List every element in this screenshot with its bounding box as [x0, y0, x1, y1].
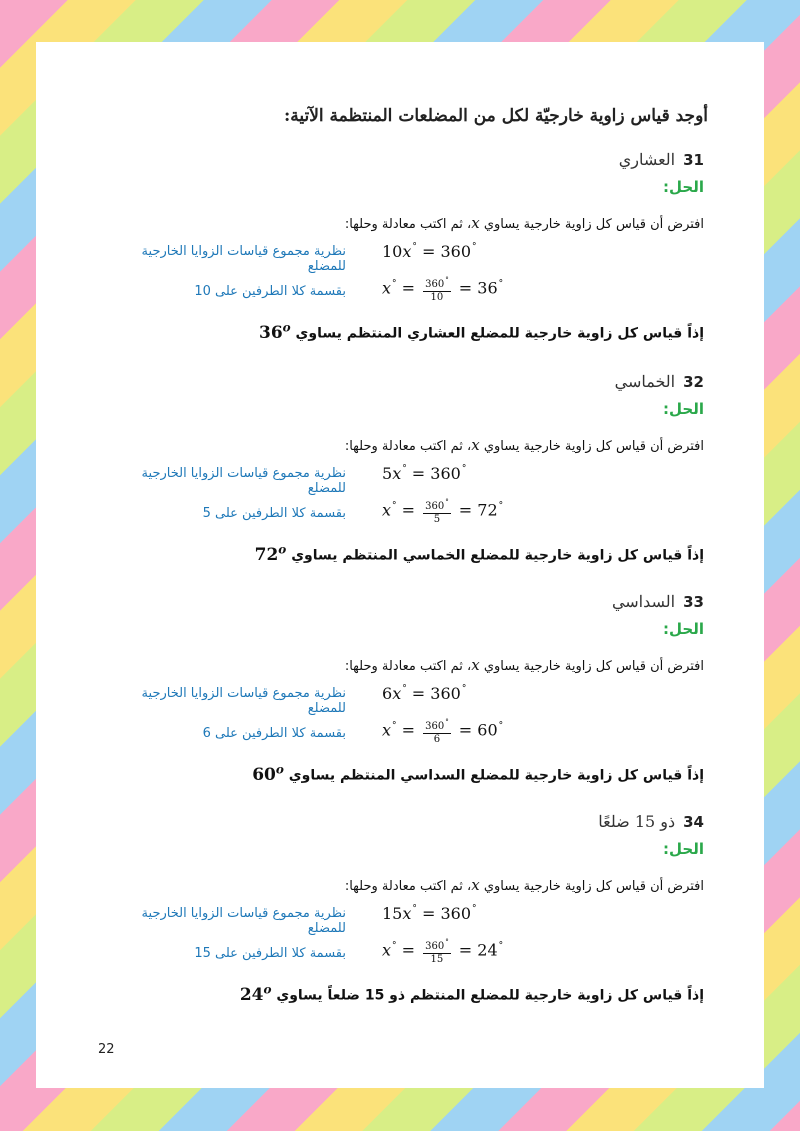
exercise-heading: أوجد قياس زاوية خارجيّة لكل من المضلعات المنتظمة الآتية:: [283, 106, 708, 126]
problem-33: [36, 592, 764, 812]
polygon-name: الخماسي: [614, 372, 676, 391]
page-content: [36, 42, 764, 1088]
problem-title: [598, 812, 704, 831]
equation-sum: 6x° = 360°: [382, 684, 467, 703]
equation-sum: 5x° = 360°: [382, 464, 467, 483]
divide-note: بقسمة كلا الطرفين على 10: [194, 284, 346, 299]
problem-number: 34: [683, 813, 704, 831]
equation-solve: x° = $\frac{360^\circ}{15}$ = 24°: [382, 938, 504, 965]
conclusion: إذاً قياس كل زاوية خارجية للمضلع السداسي المنتظم يساوي 60$^o$: [252, 762, 704, 785]
equation-sum: 10x° = 360°: [382, 242, 477, 261]
problem-title: [619, 150, 704, 169]
problem-34: [36, 812, 764, 1032]
polygon-name: السداسي: [611, 592, 676, 611]
theorem-note: نظرية مجموع قياسات الزوايا الخارجية للمضلع: [141, 466, 346, 496]
page-number: 22: [98, 1042, 115, 1057]
fraction: $\frac{360^\circ}{5}$: [425, 498, 449, 525]
solution-label: الحل:: [663, 400, 704, 418]
solution-label: الحل:: [663, 620, 704, 638]
equation-solve: x° = $\frac{360^\circ}{6}$ = 60°: [382, 718, 504, 745]
solution-label: الحل:: [663, 178, 704, 196]
conclusion: إذاً قياس كل زاوية خارجية للمضلع المنتظم ذو 15 ضلعاً يساوي 24$^o$: [239, 982, 704, 1005]
equation-solve: x° = $\frac{360^\circ}{10}$ = 36°: [382, 276, 504, 303]
equation-solve: x° = $\frac{360^\circ}{5}$ = 72°: [382, 498, 504, 525]
divide-note: بقسمة كلا الطرفين على 6: [202, 726, 346, 741]
fraction: $\frac{360^\circ}{15}$: [425, 938, 449, 965]
problem-title: [615, 372, 704, 391]
problem-32: [36, 372, 764, 592]
solution-label: الحل:: [663, 840, 704, 858]
polygon-name: ذو 15 ضلعًا: [598, 812, 676, 831]
assumption-text: افترض أن قياس كل زاوية خارجية يساوي x، ثم اكتب معادلة وحلها:: [344, 656, 704, 674]
divide-note: بقسمة كلا الطرفين على 5: [202, 506, 346, 521]
theorem-note: نظرية مجموع قياسات الزوايا الخارجية للمضلع: [141, 686, 346, 716]
assumption-text: افترض أن قياس كل زاوية خارجية يساوي x، ثم اكتب معادلة وحلها:: [344, 436, 704, 454]
worksheet-page: [36, 42, 764, 1088]
equation-sum: 15x° = 360°: [382, 904, 477, 923]
polygon-name: العشاري: [618, 150, 676, 169]
conclusion: إذاً قياس كل زاوية خارجية للمضلع العشاري المنتظم يساوي 36$^o$: [258, 320, 704, 343]
assumption-text: افترض أن قياس كل زاوية خارجية يساوي x، ثم اكتب معادلة وحلها:: [344, 876, 704, 894]
divide-note: بقسمة كلا الطرفين على 15: [194, 946, 346, 961]
problem-number: 31: [683, 151, 704, 169]
theorem-note: نظرية مجموع قياسات الزوايا الخارجية للمضلع: [141, 244, 346, 274]
fraction: $\frac{360^\circ}{10}$: [425, 276, 449, 303]
fraction: $\frac{360^\circ}{6}$: [425, 718, 449, 745]
assumption-text: افترض أن قياس كل زاوية خارجية يساوي x، ثم اكتب معادلة وحلها:: [344, 214, 704, 232]
problem-number: 33: [683, 593, 704, 611]
theorem-note: نظرية مجموع قياسات الزوايا الخارجية للمضلع: [141, 906, 346, 936]
problem-31: [36, 150, 764, 370]
conclusion: إذاً قياس كل زاوية خارجية للمضلع الخماسي المنتظم يساوي 72$^o$: [254, 542, 704, 565]
problem-title: [612, 592, 704, 611]
problem-number: 32: [683, 373, 704, 391]
